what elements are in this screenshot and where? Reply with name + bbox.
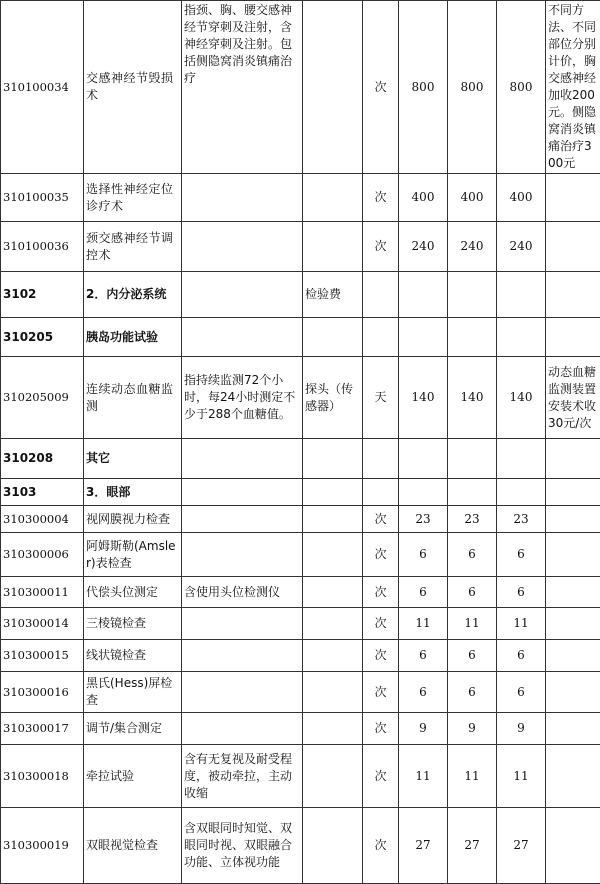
price-3: 23 (497, 506, 546, 533)
item-except (303, 1, 363, 174)
item-content (182, 174, 303, 222)
table-row (1, 640, 600, 672)
item-note (546, 713, 600, 745)
item-name: 交感神经节毁损术 (84, 1, 182, 174)
table-row (1, 808, 600, 884)
item-unit (363, 479, 399, 506)
item-content (182, 672, 303, 713)
item-unit: 次 (363, 577, 399, 608)
item-unit: 次 (363, 808, 399, 884)
price-3 (497, 272, 546, 318)
price-1: 11 (399, 608, 448, 640)
table-row (1, 1, 600, 174)
item-unit: 次 (363, 1, 399, 174)
price-2: 23 (448, 506, 497, 533)
section-name: 胰岛功能试验 (84, 318, 182, 357)
item-unit (363, 318, 399, 357)
item-name: 颈交感神经节调控术 (84, 222, 182, 272)
item-unit (363, 272, 399, 318)
price-2 (448, 439, 497, 479)
section-name: 其它 (84, 439, 182, 479)
item-except (303, 506, 363, 533)
price-3 (497, 318, 546, 357)
price-2 (448, 272, 497, 318)
item-note (546, 174, 600, 222)
price-1: 400 (399, 174, 448, 222)
item-name: 视网膜视力检查 (84, 506, 182, 533)
item-content (182, 533, 303, 577)
price-1: 9 (399, 713, 448, 745)
item-unit: 次 (363, 640, 399, 672)
item-note (546, 533, 600, 577)
section-row (1, 439, 600, 479)
item-content: 含使用头位检测仪 (182, 577, 303, 608)
item-content (182, 608, 303, 640)
price-2: 140 (448, 357, 497, 439)
price-2: 240 (448, 222, 497, 272)
item-code: 310300014 (1, 608, 84, 640)
item-except (303, 640, 363, 672)
price-1 (399, 479, 448, 506)
item-content: 含有无复视及耐受程度，被动牵拉，主动收缩 (182, 745, 303, 808)
item-unit: 次 (363, 672, 399, 713)
item-content (182, 640, 303, 672)
item-note (546, 672, 600, 713)
item-note (546, 439, 600, 479)
item-code: 310300004 (1, 506, 84, 533)
price-2: 6 (448, 672, 497, 713)
price-3: 6 (497, 577, 546, 608)
price-2: 11 (448, 608, 497, 640)
price-1: 240 (399, 222, 448, 272)
item-except (303, 713, 363, 745)
price-3: 400 (497, 174, 546, 222)
item-name: 连续动态血糖监测 (84, 357, 182, 439)
table-row (1, 608, 600, 640)
item-code: 310300016 (1, 672, 84, 713)
item-name: 线状镜检查 (84, 640, 182, 672)
section-code: 3102 (1, 272, 84, 318)
item-unit: 天 (363, 357, 399, 439)
item-code: 310300018 (1, 745, 84, 808)
price-2 (448, 479, 497, 506)
item-note (546, 272, 600, 318)
item-name: 选择性神经定位诊疗术 (84, 174, 182, 222)
item-except (303, 222, 363, 272)
item-code: 310100034 (1, 1, 84, 174)
price-2: 27 (448, 808, 497, 884)
table-row (1, 672, 600, 713)
price-3: 6 (497, 533, 546, 577)
price-3 (497, 439, 546, 479)
item-code: 310300015 (1, 640, 84, 672)
item-note (546, 640, 600, 672)
item-note: 动态血糖监测装置安装术收30元/次 (546, 357, 600, 439)
section-row (1, 479, 600, 506)
section-row (1, 272, 600, 318)
section-code: 310208 (1, 439, 84, 479)
price-1: 6 (399, 672, 448, 713)
price-1 (399, 439, 448, 479)
item-except (303, 533, 363, 577)
price-1: 6 (399, 533, 448, 577)
price-2: 400 (448, 174, 497, 222)
item-content: 指颈、胸、腰交感神经节穿刺及注射，含神经穿刺及注射。包括侧隐窝消炎镇痛治疗 (182, 1, 303, 174)
item-except (303, 439, 363, 479)
item-except: 检验费 (303, 272, 363, 318)
price-1 (399, 272, 448, 318)
price-3: 11 (497, 608, 546, 640)
price-2: 9 (448, 713, 497, 745)
table-row (1, 506, 600, 533)
price-3: 6 (497, 672, 546, 713)
price-1: 6 (399, 640, 448, 672)
item-content (182, 222, 303, 272)
item-content (182, 479, 303, 506)
table-row (1, 577, 600, 608)
item-code: 310300019 (1, 808, 84, 884)
item-name: 调节/集合测定 (84, 713, 182, 745)
item-unit: 次 (363, 533, 399, 577)
item-unit: 次 (363, 608, 399, 640)
item-unit (363, 439, 399, 479)
item-code: 310300011 (1, 577, 84, 608)
price-1: 140 (399, 357, 448, 439)
price-2: 6 (448, 533, 497, 577)
item-except: 探头（传感器） (303, 357, 363, 439)
section-name: 3．眼部 (84, 479, 182, 506)
item-note (546, 479, 600, 506)
item-code: 310205009 (1, 357, 84, 439)
item-except (303, 318, 363, 357)
price-3: 240 (497, 222, 546, 272)
item-unit: 次 (363, 713, 399, 745)
item-code: 310100035 (1, 174, 84, 222)
item-note: 不同方法、不同部位分别计价，胸交感神经加收200元。侧隐窝消炎镇痛治疗300元 (546, 1, 600, 174)
section-code: 310205 (1, 318, 84, 357)
item-note (546, 577, 600, 608)
item-name: 阿姆斯勒(Amsler)表检查 (84, 533, 182, 577)
price-1: 6 (399, 577, 448, 608)
section-row (1, 318, 600, 357)
item-content (182, 272, 303, 318)
item-code: 310100036 (1, 222, 84, 272)
item-note (546, 506, 600, 533)
price-2: 800 (448, 1, 497, 174)
price-3: 800 (497, 1, 546, 174)
table-row (1, 222, 600, 272)
price-1: 800 (399, 1, 448, 174)
item-unit: 次 (363, 222, 399, 272)
item-note (546, 318, 600, 357)
price-1: 11 (399, 745, 448, 808)
item-except (303, 577, 363, 608)
item-note (546, 608, 600, 640)
item-content: 指持续监测72个小时，每24小时测定不少于288个血糖值。 (182, 357, 303, 439)
price-2: 11 (448, 745, 497, 808)
price-1 (399, 318, 448, 357)
table-row (1, 745, 600, 808)
item-content (182, 713, 303, 745)
item-unit: 次 (363, 174, 399, 222)
price-3 (497, 479, 546, 506)
item-except (303, 479, 363, 506)
price-3: 140 (497, 357, 546, 439)
item-except (303, 808, 363, 884)
item-code: 310300006 (1, 533, 84, 577)
price-3: 6 (497, 640, 546, 672)
table-row (1, 174, 600, 222)
item-name: 三棱镜检查 (84, 608, 182, 640)
item-content: 含双眼同时知觉、双眼同时视、双眼融合功能、立体视功能 (182, 808, 303, 884)
item-except (303, 745, 363, 808)
table-row (1, 713, 600, 745)
item-content (182, 506, 303, 533)
price-2 (448, 318, 497, 357)
item-note (546, 808, 600, 884)
item-content (182, 439, 303, 479)
item-note (546, 745, 600, 808)
price-3: 9 (497, 713, 546, 745)
item-name: 黑氏(Hess)屏检查 (84, 672, 182, 713)
price-1: 23 (399, 506, 448, 533)
item-code: 310300017 (1, 713, 84, 745)
section-name: 2．内分泌系统 (84, 272, 182, 318)
item-unit: 次 (363, 506, 399, 533)
item-content (182, 318, 303, 357)
item-name: 牵拉试验 (84, 745, 182, 808)
price-3: 11 (497, 745, 546, 808)
item-note (546, 222, 600, 272)
price-2: 6 (448, 577, 497, 608)
item-except (303, 608, 363, 640)
item-name: 代偿头位测定 (84, 577, 182, 608)
price-3: 27 (497, 808, 546, 884)
item-except (303, 174, 363, 222)
table-row (1, 357, 600, 439)
item-name: 双眼视觉检查 (84, 808, 182, 884)
price-1: 27 (399, 808, 448, 884)
table-row (1, 533, 600, 577)
section-code: 3103 (1, 479, 84, 506)
item-unit: 次 (363, 745, 399, 808)
price-2: 6 (448, 640, 497, 672)
item-except (303, 672, 363, 713)
